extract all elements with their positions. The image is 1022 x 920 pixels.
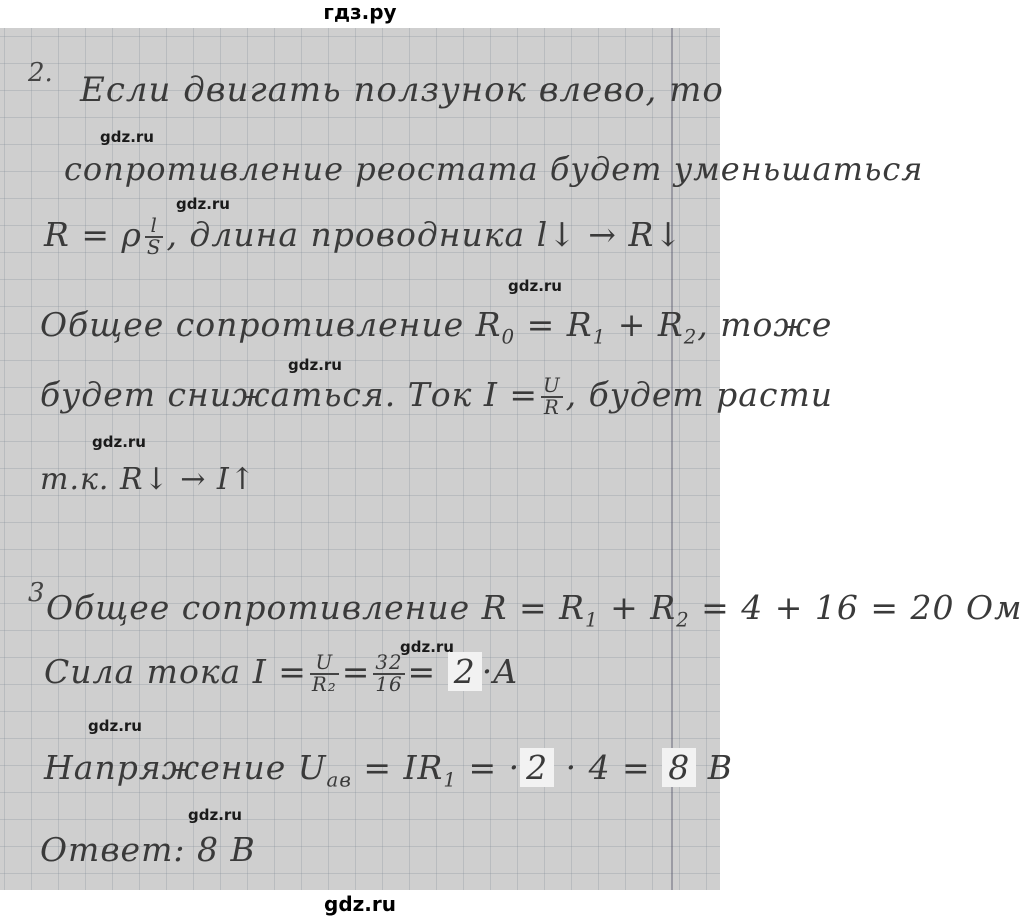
equals-dot: = · xyxy=(456,748,521,787)
task-2-line-4 xyxy=(40,305,832,349)
total-resistance-text: Общее сопротивление R = R xyxy=(46,588,585,627)
current-label: Сила тока I = xyxy=(44,652,307,691)
fraction-denominator: R xyxy=(543,396,560,419)
current-value: 2 xyxy=(520,748,554,787)
task-2-line-6: т.к. R↓ → I↑ xyxy=(40,462,256,497)
watermark: gdz.ru xyxy=(88,717,142,735)
watermark: gdz.ru xyxy=(92,433,146,451)
numeric-fraction xyxy=(373,653,404,695)
task-2-line-3 xyxy=(44,215,683,258)
voltage-label: Напряжение U xyxy=(44,748,327,787)
task-3-line-2 xyxy=(44,652,518,695)
fraction-numerator: l xyxy=(145,216,164,238)
subscript-1: 1 xyxy=(443,768,457,792)
site-title-top: гдз.ру xyxy=(323,0,397,24)
fraction-denominator: 16 xyxy=(375,673,403,696)
current-text: будет снижаться. Ток I = xyxy=(40,375,538,414)
fraction-numerator: U xyxy=(310,653,339,675)
voltage-unit: В xyxy=(707,748,733,787)
current-fraction xyxy=(310,653,339,695)
resistance-formula: R = ρ xyxy=(44,215,142,254)
length-note: , длина проводника l↓ → R↓ xyxy=(166,215,683,254)
subscript-1: 1 xyxy=(585,608,599,632)
task-3-line-3 xyxy=(44,748,733,792)
total-resistance-label: Общее сопротивление R xyxy=(40,305,502,344)
watermark: gdz.ru xyxy=(288,356,342,374)
site-title-bottom: gdz.ru xyxy=(324,892,396,916)
ir-text: = IR xyxy=(351,748,444,787)
task-3-answer: Ответ: 8 В xyxy=(40,830,256,869)
times-four: · 4 = xyxy=(554,748,651,787)
fraction-numerator: U xyxy=(543,374,561,398)
watermark: gdz.ru xyxy=(188,806,242,824)
subscript-1: 1 xyxy=(592,325,607,349)
ohms-law-fraction xyxy=(541,376,563,418)
fraction-denominator: R₂ xyxy=(311,673,337,696)
task-2-line-5 xyxy=(40,375,833,418)
equals-sign: = xyxy=(341,652,371,691)
fraction-denominator: S xyxy=(146,236,162,259)
subscript-ab: ав xyxy=(326,768,352,792)
task-2-line-2: сопротивление реостата будет уменьшаться xyxy=(64,150,924,188)
current-value: 2 xyxy=(448,652,482,691)
subscript-2: 2 xyxy=(683,325,698,349)
fraction-numerator: 32 xyxy=(375,651,403,675)
eq-r1: = R xyxy=(515,305,593,344)
watermark: gdz.ru xyxy=(176,195,230,213)
task-2-line-1: Если двигать ползунок влево, то xyxy=(80,70,724,110)
task-3-line-1 xyxy=(46,588,1022,632)
subscript-0: 0 xyxy=(501,325,516,349)
task-2-number: 2. xyxy=(28,58,53,88)
watermark: gdz.ru xyxy=(100,128,154,146)
equals-sign: = xyxy=(407,652,437,691)
also-text: , тоже xyxy=(697,305,833,344)
watermark: gdz.ru xyxy=(508,277,562,295)
plus-r2: + R xyxy=(606,305,684,344)
plus-r2: + R xyxy=(598,588,677,627)
current-unit: ·A xyxy=(481,652,519,691)
task-3-number: 3 xyxy=(28,578,45,608)
sum-result: = 4 + 16 = 20 Ом xyxy=(689,588,1022,627)
subscript-2: 2 xyxy=(676,608,690,632)
voltage-value: 8 xyxy=(662,748,696,787)
watermark: gdz.ru xyxy=(400,638,454,656)
will-grow-text: , будет расти xyxy=(565,375,833,414)
length-over-area-fraction xyxy=(145,216,164,258)
